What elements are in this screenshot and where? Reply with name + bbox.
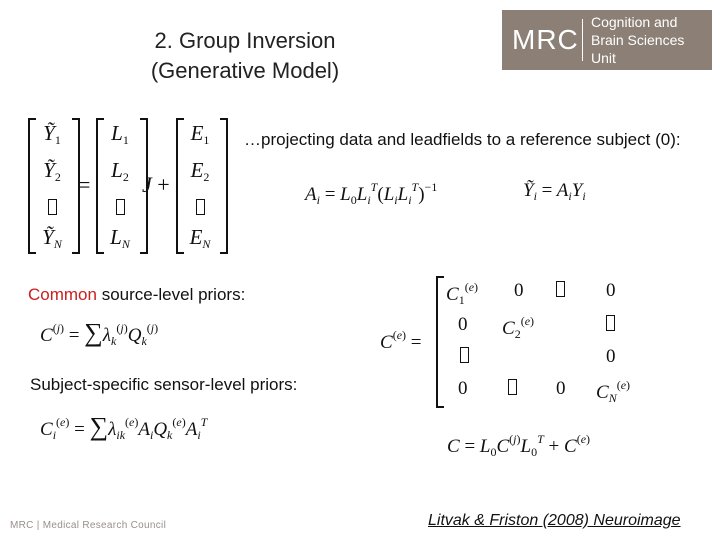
mrc-footer-logo: MRC | Medical Research Council bbox=[10, 520, 167, 531]
logo-mark: MRC bbox=[512, 24, 579, 55]
title-line-2: (Generative Model) bbox=[150, 58, 340, 83]
block-diagonal-equation: $C^{(e)}$ = $C_1^{(e)}$ 0 0 0 $C_2^{(e)}$ 0 0 0 $C_N^{(e)}$ bbox=[380, 272, 640, 408]
subject-priors-label: Subject-specific sensor-level priors: bbox=[30, 375, 298, 394]
equals-sign: = bbox=[78, 172, 91, 197]
projected-data-equation: Ỹ$_i$ = $A_iY_i$ bbox=[523, 180, 586, 203]
vector-e: $E_1$ $E_2$ $E_N$ bbox=[189, 121, 211, 251]
common-word: Common bbox=[28, 285, 97, 304]
sensor-prior-equation: $C_i^{(e)} = \sum\lambda_{ik}^{(e)}A_iQ_k^{(e)}A_i^T$ bbox=[40, 412, 208, 442]
title-line-1: 2. Group Inversion bbox=[154, 28, 336, 53]
logo-divider bbox=[582, 19, 583, 61]
citation-link[interactable] bbox=[428, 512, 681, 530]
matrix-bracket-left bbox=[436, 276, 444, 408]
mrc-cbu-logo bbox=[502, 10, 712, 70]
source-prior-equation: $C^{(j)} = \sum\lambda_k^{(j)}Q_k^{(j)}$ bbox=[40, 318, 159, 348]
projection-equation: $A_i = L_0L_i^T(L_iL_i^T)^{-1}$ bbox=[305, 180, 438, 207]
logo-line-2: Brain Sciences Unit bbox=[590, 32, 685, 66]
bracket-right-e bbox=[220, 118, 228, 254]
common-rest: source-level priors: bbox=[96, 285, 246, 304]
generative-model-equation bbox=[24, 116, 244, 254]
citation-text[interactable]: Litvak & Friston (2008) Neuroimage bbox=[428, 512, 681, 529]
j-plus: J + bbox=[142, 172, 170, 197]
vector-y: Ỹ$_1$ Ỹ$_2$ Ỹ$_N$ bbox=[42, 121, 62, 251]
vector-l: $L_1$ $L_2$ $L_N$ bbox=[110, 121, 130, 251]
logo-line-1: Cognition and bbox=[590, 14, 678, 30]
slide-title bbox=[110, 26, 380, 86]
total-covariance-equation: $C = L_0C^{(j)}L_0^T + C^{(e)}$ bbox=[447, 432, 591, 459]
projecting-text: …projecting data and leadfields to a reference subject (0): bbox=[244, 130, 681, 149]
c-e-label: $C^{(e)}$ = bbox=[380, 328, 422, 353]
logo-unit-name bbox=[591, 13, 712, 67]
common-priors-label bbox=[28, 285, 245, 305]
